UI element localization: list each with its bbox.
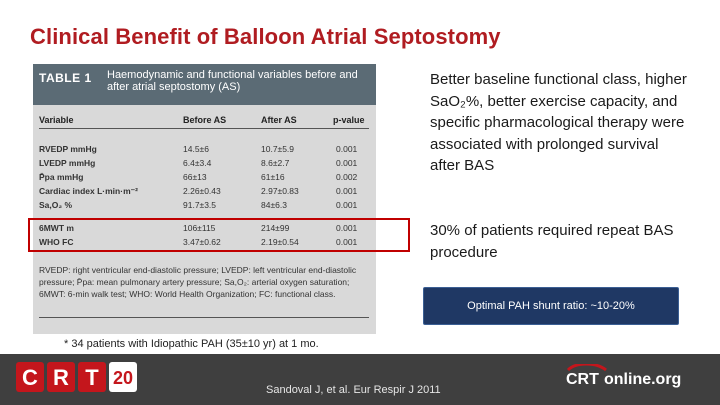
footer-bar <box>0 354 720 405</box>
column-header-after: After AS <box>261 115 297 125</box>
shunt-ratio-callout: Optimal PAH shunt ratio: ~10-20% <box>423 287 679 325</box>
table-row <box>33 172 376 184</box>
patients-note: * 34 patients with Idiopathic PAH (35±10 yr) at 1 mo. <box>64 338 319 350</box>
cell-before: 6.4±3.4 <box>183 158 212 168</box>
bullet-repeat-procedure: 30% of patients required repeat BAS procedure <box>430 222 674 261</box>
cell-after: 84±6.3 <box>261 200 287 210</box>
table-row <box>33 144 376 156</box>
cell-before: 66±13 <box>183 172 207 182</box>
cell-p-value: 0.001 <box>336 237 358 247</box>
citation: Sandoval J, et al. Eur Respir J 2011 <box>266 384 441 396</box>
highlight-box <box>28 218 410 252</box>
cell-before: 91.7±3.5 <box>183 200 217 210</box>
footnote-rule <box>39 317 369 318</box>
svg-text:CRT: CRT <box>566 371 599 388</box>
crtonline-logo <box>566 364 696 388</box>
table-row <box>33 186 376 198</box>
cell-variable: WHO FC <box>39 237 74 247</box>
table-header-band <box>33 64 376 105</box>
cell-p-value: 0.001 <box>336 158 358 168</box>
column-header-before: Before AS <box>183 115 227 125</box>
table-figure <box>33 64 376 334</box>
table-row <box>33 158 376 170</box>
table-row <box>33 200 376 212</box>
cell-variable: RVEDP mmHg <box>39 144 97 154</box>
cell-p-value: 0.001 <box>336 186 358 196</box>
table-caption: Haemodynamic and functional variables before and after atrial septostomy (AS) <box>107 69 358 93</box>
cell-after: 214±99 <box>261 223 290 233</box>
cell-variable: 6MWT m <box>39 223 74 233</box>
cell-before: 14.5±6 <box>183 144 209 154</box>
cell-p-value: 0.001 <box>336 200 358 210</box>
cell-before: 3.47±0.62 <box>183 237 221 247</box>
cell-variable: LVEDP mmHg <box>39 158 96 168</box>
cell-before: 2.26±0.43 <box>183 186 221 196</box>
cell-p-value: 0.002 <box>336 172 358 182</box>
svg-text:R: R <box>53 365 69 390</box>
cell-after: 8.6±2.7 <box>261 158 290 168</box>
cell-variable: Sa,O₂ % <box>39 200 73 210</box>
cell-p-value: 0.001 <box>336 223 358 233</box>
cell-p-value: 0.001 <box>336 144 358 154</box>
cell-after: 2.97±0.83 <box>261 186 299 196</box>
crt20-logo <box>16 362 140 392</box>
svg-text:20: 20 <box>112 368 134 388</box>
svg-text:online.org: online.org <box>604 371 682 388</box>
table-footnote: RVEDP: right ventricular end-diastolic pressure; LVEDP: left ventricular end-diastolic pressure; P̄pa: mean pulmonary artery pressure; Sa,O₂: arterial oxygen saturation; 6MWT: 6-min walk test; WHO: World Health Organization; FC: functional class. <box>39 265 357 299</box>
cell-after: 2.19±0.54 <box>261 237 299 247</box>
table-label: TABLE 1 <box>39 71 92 85</box>
column-header-variable: Variable <box>39 115 74 125</box>
cell-variable: P̄pa mmHg <box>39 172 84 182</box>
header-rule <box>39 128 369 129</box>
cell-after: 61±16 <box>261 172 285 182</box>
slide-title: Clinical Benefit of Balloon Atrial Septostomy <box>30 24 501 49</box>
bullet-survival: Better baseline functional class, higher SaO₂%, better exercise capacity, and specific pharmacological therapy were associated with prolonged survival after BAS <box>430 71 687 174</box>
svg-text:C: C <box>22 365 38 390</box>
cell-variable: Cardiac index L·min·m⁻² <box>39 186 138 196</box>
cell-before: 106±115 <box>183 223 216 233</box>
cell-after: 10.7±5.9 <box>261 144 295 154</box>
svg-text:T: T <box>85 365 99 390</box>
column-header-p-value: p-value <box>333 115 365 125</box>
